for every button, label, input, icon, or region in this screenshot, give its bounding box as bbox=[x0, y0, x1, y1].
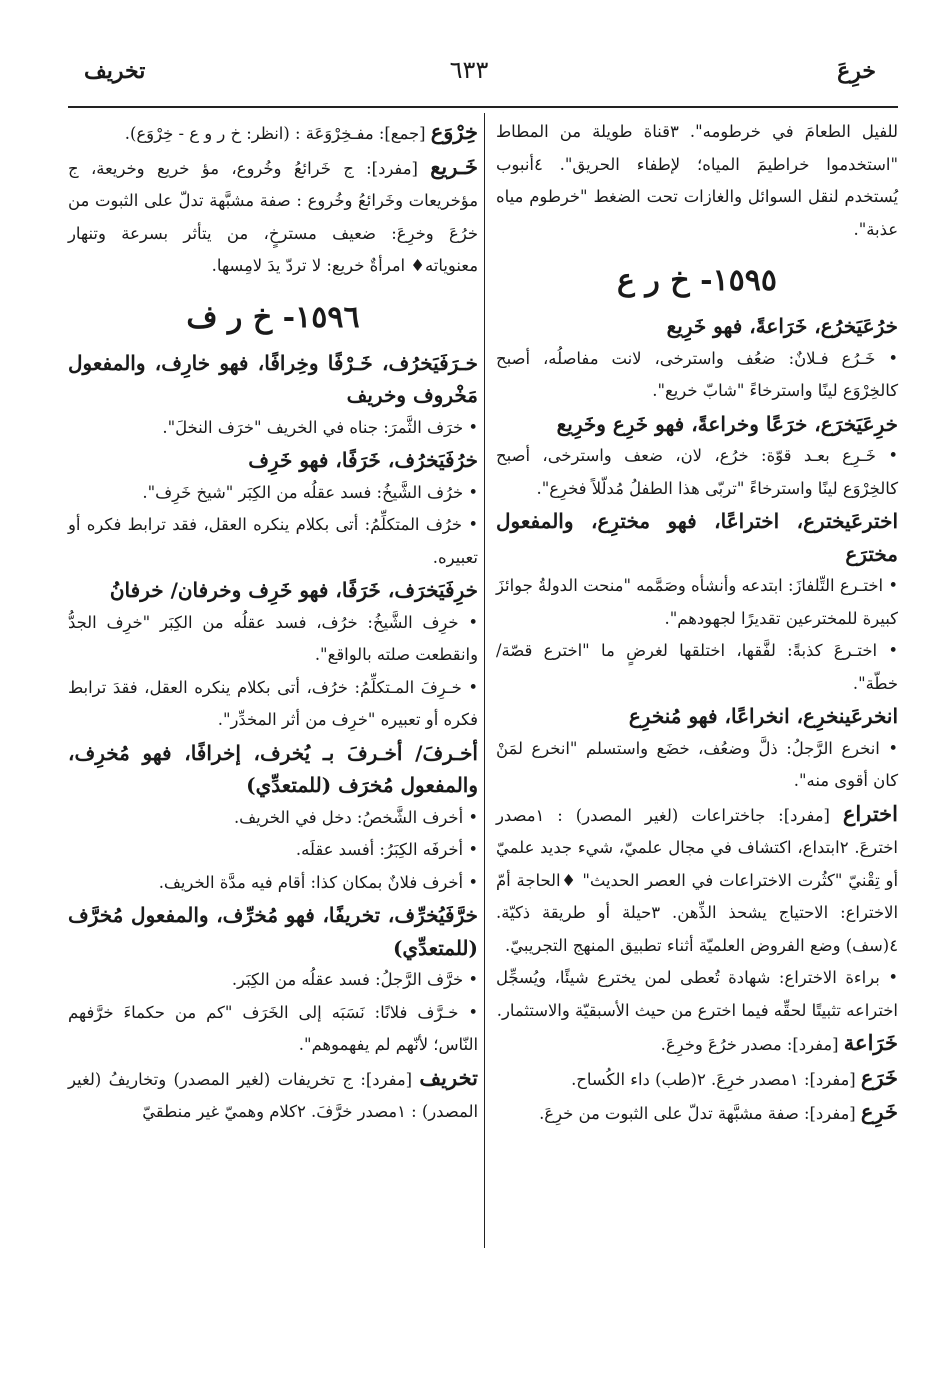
root-heading: ١٥٩٦- خ ر ف bbox=[186, 299, 360, 335]
entry-headword: خَـريع bbox=[430, 153, 478, 179]
entry-definition: [مفرد]: مصدر خرُعَ وخرِعَ. bbox=[660, 1035, 844, 1054]
verb-headword: اخترعَيخترع، اختراعًا، فهو مخترِع، والمفعول مخترَع bbox=[496, 509, 898, 566]
header-right-word: خرِعَ bbox=[837, 58, 876, 84]
verb-headword: أخـرفَ/ أخـرفَ بـ يُخرف، إخرافًا، فهو مُخرِف، والمفعول مُخرَف (للمتعدِّي) bbox=[68, 740, 478, 797]
definition-text: • خرَف الثَّمرَ: جناه في الخريف "خرَف النخلَ". bbox=[162, 417, 478, 437]
dictionary-entry bbox=[68, 1062, 478, 1129]
verb-headword: خرِعَيَخرَع، خرَعًا وخراعةً، فهو خَرِع وخَرِيع bbox=[556, 411, 898, 436]
definition-text: • خرَّف الرَّجلُ: فسد عقلُه من الكِبَر. bbox=[231, 970, 478, 989]
dictionary-entry bbox=[68, 151, 478, 283]
definition-text: • اختـرع التِّلفازَ: ابتدعه وأنشأه وصَمَّمه "منحت الدولةُ جوائزَ كبيرة للمخترعين تقديرًا لجهودهم". bbox=[496, 576, 898, 628]
root-heading: ١٥٩٥- خ ر ع bbox=[617, 263, 777, 298]
verb-headword: خرِفَيَخرَف، خَرَفًا، فهو خَرِف وخرفان/ خرفانُ bbox=[109, 578, 478, 602]
dictionary-entry bbox=[496, 1027, 898, 1062]
dictionary-entry bbox=[496, 1096, 898, 1131]
definition-text: • أخرف الشَّخصُ: دخل في الخريف. bbox=[233, 807, 478, 827]
definition-text: • انخرع الرَّجلُ: ذلَّ وضعُف، خضَع واستسلم "انخرع لمَنْ كان أقوى منه". bbox=[496, 738, 898, 790]
definition-text: • أخرفَه الكِبَرُ: أفسد عقلَه. bbox=[295, 840, 478, 859]
column-divider bbox=[484, 113, 485, 1248]
verb-headword: خـرَفَيَخرُف، خَـرْفًا وخِرافًا، فهو خارِف، والمفعول مَخْروف وخريف bbox=[68, 350, 478, 407]
definition-text: للفيل الطعامَ في خرطومه". ٣قناة طويلة من المطاط "استخدموا خراطيمَ المياه؛ لإطفاء الحريق". ٤أنبوب يُستخدم لنقل السوائل والغازات تحت الضغط "خرطوم مياه عذبة". bbox=[496, 122, 898, 239]
definition-text: • اختـرعَ كذبةً: لفَّقها، اختلقها لغرضٍ ما "اخترع قصّة/ خطّة". bbox=[496, 641, 898, 693]
dictionary-entry bbox=[68, 116, 478, 151]
verb-headword: خرُفَيَخرُف، خَرَفًا، فهو خَرِف bbox=[248, 448, 478, 472]
verb-headword: خرُعَيَخرُع، خَرَاعةً، فهو خَرِيع bbox=[666, 314, 898, 338]
definition-text: • خرِف الشَّيخُ: خرُف، فسد عقلُه من الكِبَر "خرِف الجدُّ وانقطعت صلته بالواقع". bbox=[68, 612, 478, 664]
left-column bbox=[68, 116, 478, 1129]
definition-text: • أخرف فلانٌ بمكان كذا: أقام فيه مدَّة الخريف. bbox=[158, 872, 478, 892]
entry-definition: [مفرد]: ج تخريفات (لغير المصدر) وتخاريفُ (لغير المصدر) : ١مصدر خرَّفَ. ٢كلام وهميّ غير منطقيّ bbox=[68, 1069, 478, 1121]
entry-headword: خَرَاعة bbox=[843, 1030, 898, 1055]
header-rule bbox=[68, 106, 898, 108]
right-column bbox=[496, 116, 898, 1131]
dictionary-entry bbox=[496, 798, 898, 963]
definition-text: • خـرَّف فلانًا: نَسَبَه إلى الخَرَف "كم من حكماءَ خرَّفهم النّاس؛ لأنّهم لم يفهموهم". bbox=[68, 1002, 478, 1054]
header-left-word: تخريف bbox=[84, 58, 146, 84]
entry-headword: خَرِع bbox=[860, 1099, 898, 1124]
definition-text: • خرُف الشَّيخُ: فسد عقلُه من الكِبَر "شيخ خَرِف". bbox=[142, 482, 478, 502]
entry-definition: [مفرد]: صفة مشبَّهة تدلّ على الثبوت من خرِعَ. bbox=[539, 1104, 861, 1123]
entry-headword: خِرْوَع bbox=[430, 119, 478, 144]
verb-headword: خرَّفَيُخرِّف، تخريفًا، فهو مُخرِّف، والمفعول مُخرَّف (للمتعدِّي) bbox=[68, 903, 478, 960]
definition-text: • خَـرِع بعـد قوّة: خرُع، لان، ضعف واسترخى، أصبح كالخِرْوَع لينًا واسترخاءً "تربّى هذا الطفلُ مُدلّلاً فخرِع". bbox=[496, 446, 898, 498]
entry-headword: خَرَع bbox=[860, 1064, 898, 1090]
verb-headword: انخرعَينخرِع، انخراعًا، فهو مُنخرِع bbox=[628, 704, 898, 728]
entry-definition: [جمع]: مفـخِرْوَعَة : (انظر: خ ر و ع - خِرْوَع). bbox=[124, 124, 431, 143]
dictionary-entry bbox=[496, 1062, 898, 1097]
definition-text: • خَـرُع فـلانٌ: ضعُف واسترخى، لانت مفاصلُه، أصبح كالخِرْوَع لينًا واسترخاءً "شابّ خريع". bbox=[496, 348, 898, 400]
definition-text: • خـرِفَ المـتكلِّمُ: خرُف، أتى بكلام ينكره العقل، فقدَ ترابط فكره أو تعبيره "خرِف من أثر المخدِّر". bbox=[68, 677, 478, 729]
entry-definition: [مفرد]: ج خَرائعُ وخُروع، مؤ خريع وخريعة، ج مؤخريعات وخَرائعُ وخُروع : صفة مشبَّهة تدلّ على الثبوت من خرُعَ وخرِعَ: ضعيف مسترخٍ، من يتأثر بسرعة وتنهار معنوياته♦ امرأةٌ خريع: لا تردّ يدَ لامِسها. bbox=[68, 158, 478, 275]
entry-headword: اختراع bbox=[842, 800, 898, 826]
entry-definition: [مفرد]: ١مصدر خرِعَ. ٢(طب) داء الكُساح. bbox=[571, 1069, 861, 1089]
definition-text: • براءة الاختراع: شهادة تُعطى لمن يخترع شيئًا، ويُسجِّل اختراعه تثبيتًا لحقِّه فيما اخترع من حيث الأسبقيّة والاستثمار. bbox=[496, 968, 898, 1020]
entry-definition: [مفرد]: جاختراعات (لغير المصدر) : ١مصدر اخترعَ. ٢ابتداع، اكتشاف في مجال علميّ، شيء جديد علميّ أو تِقْنيّ "كثُرت الاختراعات في العصر الحديث" ♦الحاجة أمّ الاختراع: الاحتياج يشحذ الذِّهن. ٣حيلة أو طريقة ذكيّة. ٤(سف) وضع الفروض العلميّة أثناء تطبيق المنهج التجريبيّ. bbox=[496, 805, 899, 955]
page-number: ٦٣٣ bbox=[449, 56, 489, 84]
definition-text: • خرُف المتكلِّمُ: أتى بكلام ينكره العقل، فقد ترابط فكره أو تعبيره. bbox=[68, 515, 478, 567]
entry-headword: تخريف bbox=[419, 1064, 478, 1090]
